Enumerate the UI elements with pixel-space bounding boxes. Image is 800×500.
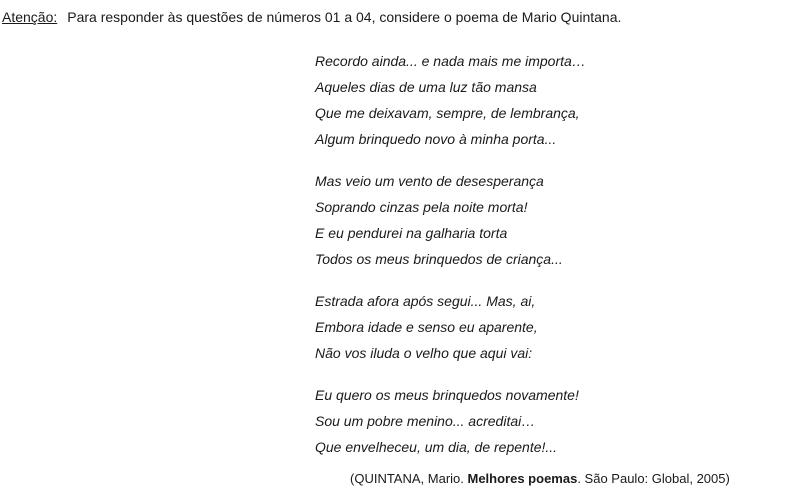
- instruction-line: [2, 8, 621, 26]
- poem-verse: Sou um pobre menino... acreditai…: [315, 413, 536, 429]
- citation-suffix: . São Paulo: Global, 2005): [577, 471, 730, 486]
- poem-stanza-3: [315, 292, 586, 370]
- poem-verse: Eu quero os meus brinquedos novamente!: [315, 387, 579, 403]
- poem-verse: Mas veio um vento de desesperança: [315, 173, 544, 189]
- citation-prefix: (QUINTANA, Mario.: [350, 471, 468, 486]
- attention-label: Atenção:: [2, 9, 58, 25]
- poem-verse: Que me deixavam, sempre, de lembrança,: [315, 105, 580, 121]
- poem-verse: Recordo ainda... e nada mais me importa…: [315, 53, 586, 69]
- poem-verse: Algum brinquedo novo à minha porta...: [315, 131, 557, 147]
- poem-verse: Estrada afora após segui... Mas, ai,: [315, 293, 536, 309]
- poem-verse: E eu pendurei na galharia torta: [315, 225, 508, 241]
- poem-verse: Todos os meus brinquedos de criança...: [315, 251, 563, 267]
- citation: [350, 471, 730, 487]
- instruction-text: Para responder às questões de números 01 a 04, considere o poema de Mario Quintana.: [67, 9, 622, 25]
- citation-book-title: Melhores poemas: [467, 471, 578, 486]
- poem-verse: Soprando cinzas pela noite morta!: [315, 199, 528, 215]
- poem-stanza-1: [315, 52, 586, 156]
- poem-verse: Que envelheceu, um dia, de repente!...: [315, 439, 558, 455]
- poem: [315, 52, 586, 480]
- poem-verse: Aqueles dias de uma luz tão mansa: [315, 79, 537, 95]
- poem-verse: Embora idade e senso eu aparente,: [315, 319, 538, 335]
- poem-stanza-4: [315, 386, 586, 464]
- poem-verse: Não vos iluda o velho que aqui vai:: [315, 345, 533, 361]
- poem-stanza-2: [315, 172, 586, 276]
